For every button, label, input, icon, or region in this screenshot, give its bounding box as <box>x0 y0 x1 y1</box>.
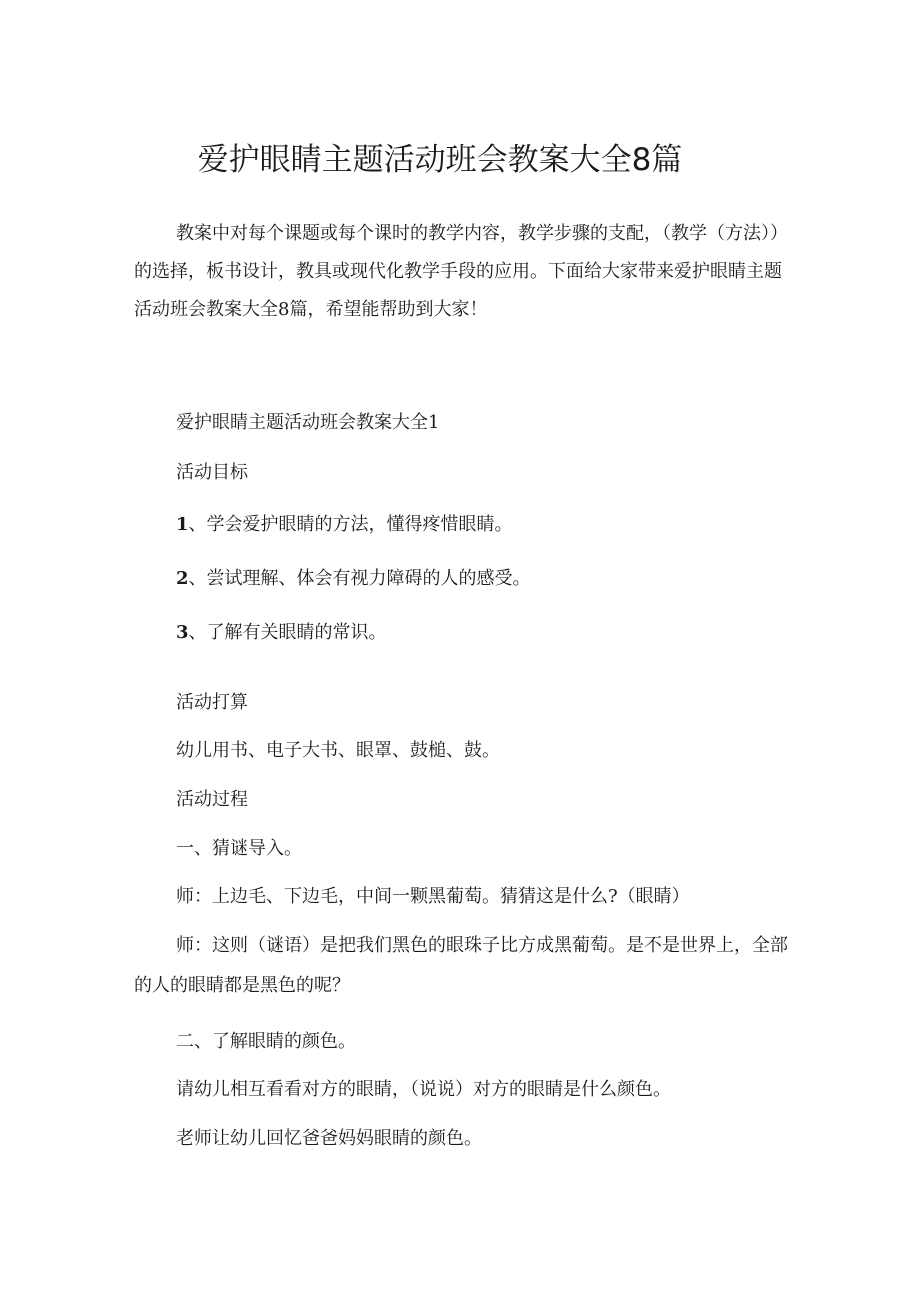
goal-item-3 <box>176 620 387 646</box>
intro-paragraph: 教案中对每个课题或每个课时的教学内容，教学步骤的支配，（教学（方法））的选择，板书设计，教具或现代化教学手段的应用。下面给大家带来爱护眼睛主题活动班会教案大全8篇，希望能帮助到大家！ <box>134 223 788 320</box>
step-one-heading: 一、猜谜导入。 <box>176 838 302 859</box>
goal-number: 1 <box>176 514 189 535</box>
step-two-heading: 二、了解眼睛的颜色。 <box>176 1031 356 1052</box>
observe-line: 请幼儿相互看看对方的眼睛，（说说）对方的眼睛是什么颜色。 <box>176 1079 671 1100</box>
goals-heading: 活动目标 <box>176 462 248 483</box>
process-heading: 活动过程 <box>176 789 248 810</box>
goal-text: 、尝试理解、体会有视力障碍的人的感受。 <box>188 568 531 589</box>
document-title: 爱护眼睛主题活动班会教案大全8篇 <box>197 142 683 178</box>
recall-line: 老师让幼儿回忆爸爸妈妈眼睛的颜色。 <box>176 1128 482 1149</box>
goal-item-1 <box>176 512 513 538</box>
riddle-line: 师：上边毛、下边毛，中间一颗黑葡萄。猜猜这是什么?（眼睛） <box>176 886 690 907</box>
goal-text: 、学会爱护眼睛的方法，懂得疼惜眼睛。 <box>188 514 513 535</box>
goal-text: 、了解有关眼睛的常识。 <box>188 622 387 643</box>
explain-paragraph: 师：这则（谜语）是把我们黑色的眼珠子比方成黑葡萄。是不是世界上，全部的人的眼睛都是黑色的呢？ <box>134 935 788 996</box>
prep-heading: 活动打算 <box>176 692 248 713</box>
section-heading: 爱护眼睛主题活动班会教案大全1 <box>176 412 440 433</box>
prep-items: 幼儿用书、电子大书、眼罩、鼓槌、鼓。 <box>176 740 500 761</box>
goal-number: 3 <box>176 622 189 643</box>
goal-item-2 <box>176 566 531 592</box>
goal-number: 2 <box>176 568 189 589</box>
